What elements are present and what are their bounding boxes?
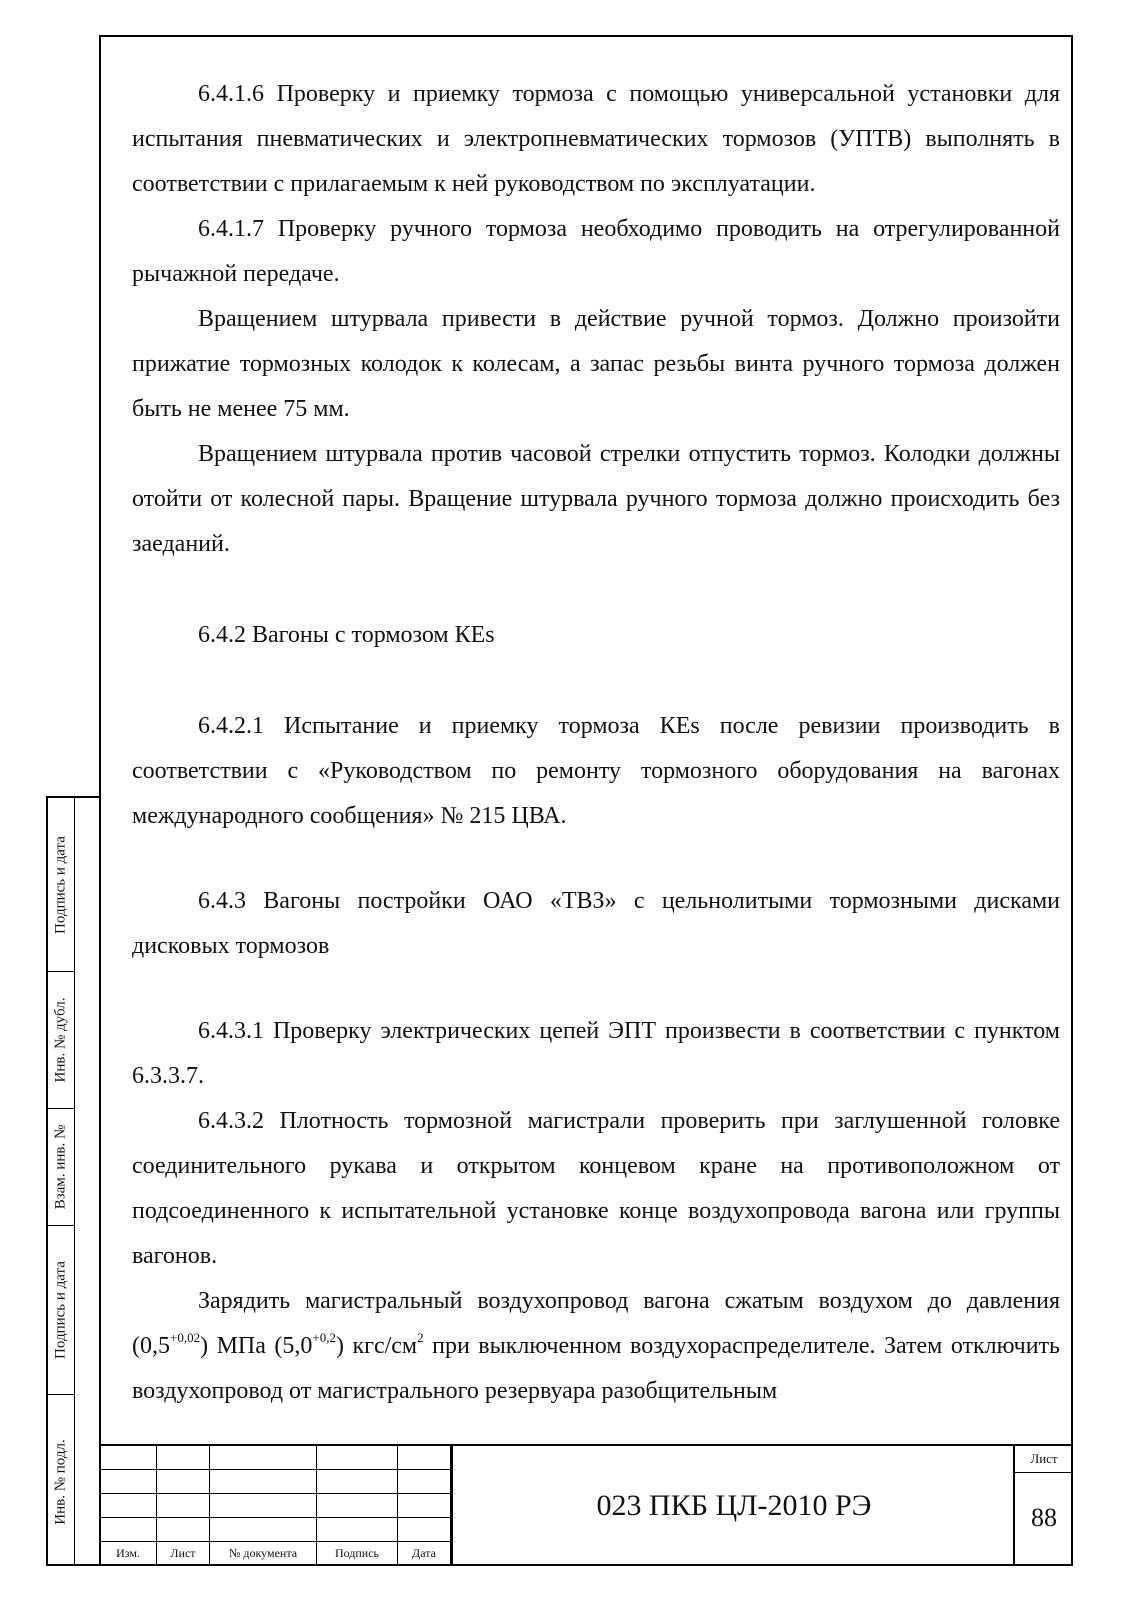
sidebar-cell-signature-date-1	[48, 798, 74, 972]
sheet-label: Лист	[1015, 1446, 1073, 1473]
text-segment: Зарядить магистральный воздухопровод вагона сжатым воздухом до давления (0,5	[132, 1288, 1060, 1359]
paragraph-6-4-2-1: 6.4.2.1 Испытание и приемку тормоза КЕs после ревизии производить в соответствии с «Руководством по ремонту тормозного оборудования на вагонах международного сообщения» № 215 ЦВА.	[132, 713, 1060, 829]
revision-cell	[100, 1446, 157, 1470]
revision-cell	[210, 1518, 317, 1542]
sidebar-cell-signature-date-2	[48, 1226, 74, 1395]
revision-cell	[157, 1470, 210, 1494]
revision-cell	[398, 1446, 451, 1470]
revision-cell	[100, 1470, 157, 1494]
paragraph-handwheel-apply: Вращением штурвала привести в действие ручной тормоз. Должно произойти прижатие тормозных колодок к колесам, а запас резьбы винта ручного тормоза должен быть не менее 75 мм.	[132, 306, 1060, 422]
revision-cell	[210, 1446, 317, 1470]
sidebar-cell-original-inv	[48, 1395, 74, 1568]
heading-6-4-2: 6.4.2 Вагоны с тормозом КЕs	[198, 622, 495, 648]
sidebar-cell-duplicate-inv	[48, 972, 74, 1109]
title-block	[99, 1444, 1073, 1566]
superscript: 2	[417, 1330, 424, 1345]
revision-cell	[157, 1494, 210, 1518]
col-signature: Подпись	[317, 1542, 398, 1566]
col-sheet: Лист	[157, 1542, 210, 1566]
paragraph-handwheel-release: Вращением штурвала против часовой стрелки отпустить тормоз. Колодки должны отойти от колесной пары. Вращение штурвала ручного тормоза должно происходить без заеданий.	[132, 441, 1060, 557]
text-segment: ) кгс/см	[335, 1333, 418, 1359]
revision-cell	[317, 1470, 398, 1494]
revision-cell	[210, 1494, 317, 1518]
sheet-box	[1013, 1444, 1073, 1566]
col-change: Изм.	[100, 1542, 157, 1566]
text-segment: при выключенном воздухораспределителе. Затем отключить воздухопровод от магистрального резервуара разобщительным	[132, 1333, 1060, 1404]
revision-cell	[398, 1494, 451, 1518]
revision-cell	[100, 1494, 157, 1518]
heading-6-4-3: 6.4.3 Вагоны постройки ОАО «ТВЗ» с цельнолитыми тормозными дисками дисковых тормозов	[132, 888, 1060, 959]
document-body	[132, 72, 1060, 1414]
revision-cell	[100, 1518, 157, 1542]
revision-cell	[210, 1470, 317, 1494]
superscript: +0,02	[170, 1330, 201, 1345]
document-number: 023 ПКБ ЦЛ-2010 РЭ	[451, 1444, 1015, 1566]
paragraph-6-4-3-2: 6.4.3.2 Плотность тормозной магистрали проверить при заглушенной головке соединительного рукава и открытом концевом кране на противоположном от подсоединенного к испытательной установке конце воздухопровода вагона или группы вагонов.	[132, 1108, 1060, 1269]
revision-cell	[317, 1446, 398, 1470]
sheet-number: 88	[1031, 1503, 1057, 1532]
revision-cell	[157, 1446, 210, 1470]
revision-cell	[317, 1494, 398, 1518]
superscript: +0,2	[312, 1330, 336, 1345]
revision-cell	[317, 1518, 398, 1542]
sidebar-label: Инв. № дубл.	[52, 997, 69, 1083]
paragraph-6-4-3-1: 6.4.3.1 Проверку электрических цепей ЭПТ произвести в соответствии с пунктом 6.3.3.7.	[132, 1018, 1060, 1089]
revision-table	[99, 1445, 451, 1566]
sidebar-label: Инв. № подл.	[52, 1438, 69, 1525]
revision-cell	[157, 1518, 210, 1542]
paragraph-6-4-1-6: 6.4.1.6 Проверку и приемку тормоза с помощью универсальной установки для испытания пневматических и электропневматических тормозов (УПТВ) выполнять в соответствии с прилагаемым к ней руководством по эксплуатации.	[132, 81, 1060, 197]
sidebar-cell-replaced-inv	[48, 1109, 74, 1226]
col-document: № документа	[210, 1542, 317, 1566]
sidebar-label: Подпись и дата	[52, 1261, 69, 1359]
col-date: Дата	[398, 1542, 451, 1566]
revision-cell	[398, 1470, 451, 1494]
left-margin-stamp	[46, 796, 99, 1566]
paragraph-6-4-1-7: 6.4.1.7 Проверку ручного тормоза необходимо проводить на отрегулированной рычажной передаче.	[132, 216, 1060, 287]
sidebar-divider	[74, 798, 75, 1564]
paragraph-charge-pipeline	[132, 1279, 1060, 1414]
revision-cell	[398, 1518, 451, 1542]
sidebar-label: Взам. инв. №	[52, 1124, 69, 1210]
text-segment: ) МПа (5,0	[200, 1333, 313, 1359]
sidebar-label: Подпись и дата	[52, 835, 69, 934]
